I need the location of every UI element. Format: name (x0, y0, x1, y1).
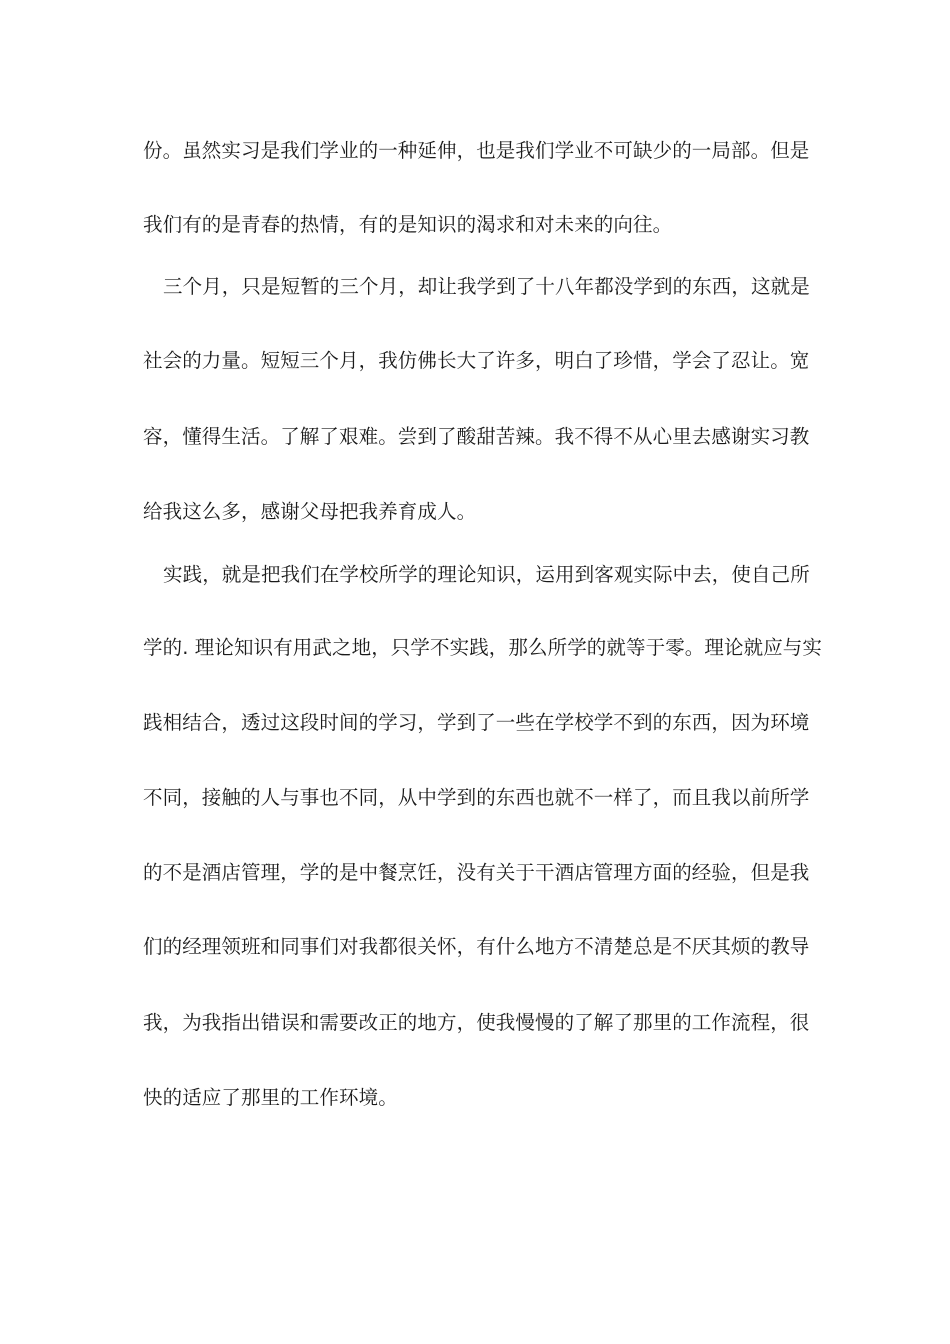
text-line: 容，懂得生活。了解了艰难。尝到了酸甜苦辣。我不得不从心里去感谢实习教 (143, 425, 810, 448)
text-line: 我们有的是青春的热情，有的是知识的渴求和对未来的向往。 (143, 213, 673, 236)
text-line: 份。虽然实习是我们学业的一种延伸，也是我们学业不可缺少的一局部。但是 (143, 139, 810, 162)
text-line: 我，为我指出错误和需要改正的地方，使我慢慢的了解了那里的工作流程，很 (143, 1011, 810, 1034)
text-line: 不同，接触的人与事也不同，从中学到的东西也就不一样了，而且我以前所学 (143, 786, 810, 809)
text-line: 践相结合，透过这段时间的学习，学到了一些在学校学不到的东西，因为环境 (143, 711, 810, 734)
text-line: 们的经理领班和同事们对我都很关怀，有什么地方不清楚总是不厌其烦的教导 (143, 935, 810, 958)
text-line: 快的适应了那里的工作环境。 (143, 1086, 398, 1109)
text-line: 的不是酒店管理，学的是中餐烹饪，没有关于干酒店管理方面的经验，但是我 (143, 861, 810, 884)
text-line: 学的. 理论知识有用武之地，只学不实践，那么所学的就等于零。理论就应与实 (143, 636, 822, 659)
text-line: 给我这么多，感谢父母把我养育成人。 (143, 500, 477, 523)
paragraph-first-line: 三个月，只是短暂的三个月，却让我学到了十八年都没学到的东西，这就是 (163, 275, 810, 298)
paragraph-first-line: 实践，就是把我们在学校所学的理论知识，运用到客观实际中去，使自己所 (163, 563, 810, 586)
text-line: 社会的力量。短短三个月，我仿佛长大了许多，明白了珍惜，学会了忍让。宽 (143, 349, 810, 372)
